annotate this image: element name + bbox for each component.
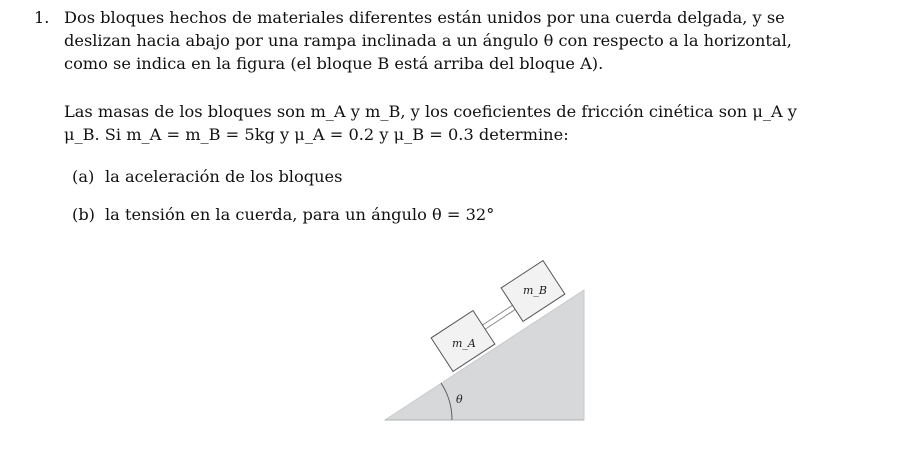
intro-line-2: deslizan hacia abajo por una rampa inclinada a un ángulo θ con respecto a la horizontal, [64, 31, 792, 50]
ramp [385, 290, 584, 420]
data-line-2: μ_B. Si m_A = m_B = 5kg y μ_A = 0.2 y μ_B = 0.3 determine: [64, 125, 569, 144]
problem-number: 1. [34, 8, 50, 27]
incline-figure [380, 252, 590, 427]
item-b-text: la tensión en la cuerda, para un ángulo θ = 32° [105, 205, 495, 224]
block-a-label: m_A [452, 337, 476, 350]
item-a-label: (a) [72, 167, 95, 186]
incline-diagram [380, 252, 590, 427]
item-a-text: la aceleración de los bloques [105, 167, 343, 186]
block-b-label: m_B [523, 284, 548, 297]
data-line-1: Las masas de los bloques son m_A y m_B, y los coeficientes de fricción cinética son μ_A y [64, 102, 797, 121]
intro-line-1: Dos bloques hechos de materiales diferentes están unidos por una cuerda delgada, y se [64, 8, 785, 27]
intro-line-3: como se indica en la figura (el bloque B está arriba del bloque A). [64, 54, 604, 73]
item-b-label: (b) [72, 205, 95, 224]
angle-label: θ [456, 393, 463, 406]
